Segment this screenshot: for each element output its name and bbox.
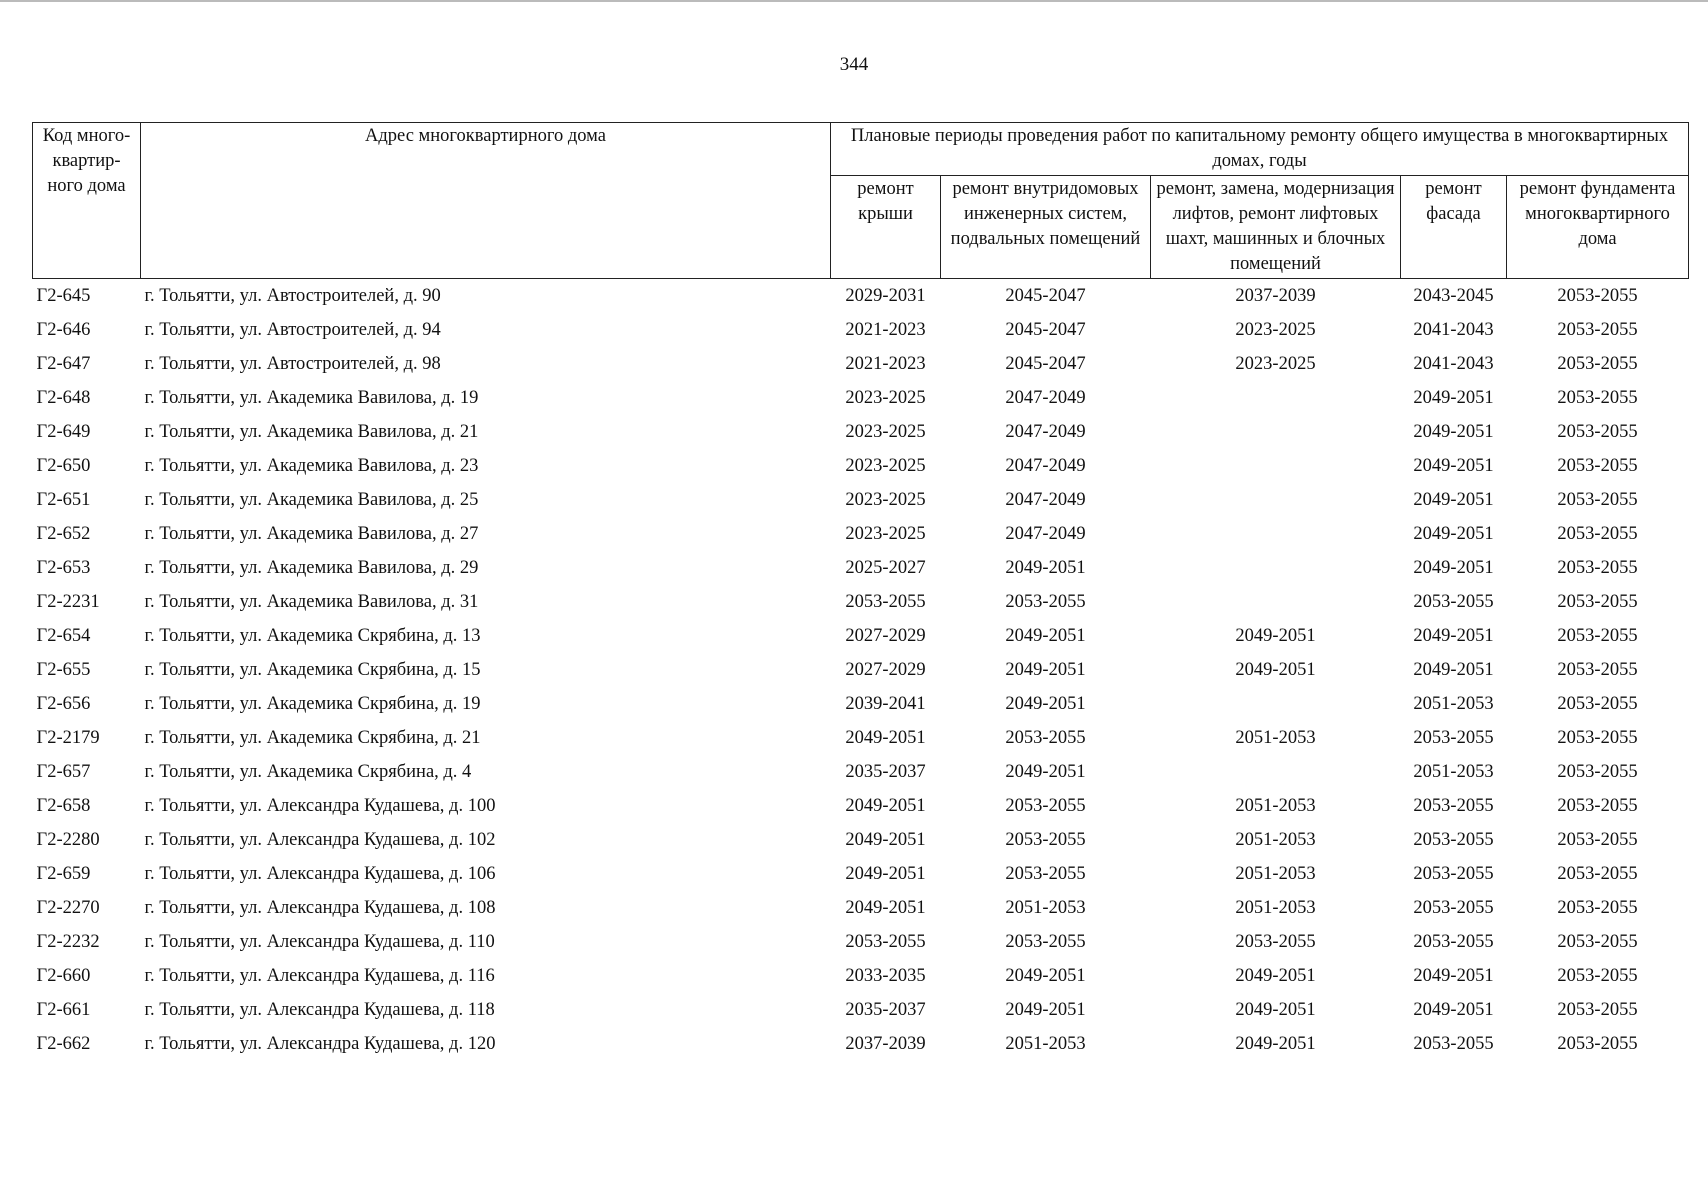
header-facade: ремонт фасада [1401,176,1507,279]
scan-edge-line [0,0,1708,2]
cell-code: Г2-656 [36,694,91,714]
cell-lifts [1151,687,1401,721]
cell-roof: 2053-2055 [845,592,926,612]
table-row [33,653,1689,687]
cell-address: г. Тольятти, ул. Александра Кудашева, д. 118 [144,1000,495,1020]
cell-engineering: 2045-2047 [1005,320,1086,340]
cell-roof: 2025-2027 [845,558,926,578]
table-row [33,1027,1689,1061]
cell-engineering: 2049-2051 [1005,626,1086,646]
cell-code: Г2-661 [36,1000,91,1020]
cell-lifts: 2049-2051 [1235,1000,1316,1020]
cell-facade: 2049-2051 [1413,1000,1494,1020]
cell-foundation: 2053-2055 [1557,354,1638,374]
cell-code: Г2-652 [36,524,91,544]
cell-code: Г2-658 [36,796,91,816]
cell-roof: 2027-2029 [845,660,926,680]
cell-code: Г2-649 [36,422,91,442]
cell-lifts [1151,551,1401,585]
cell-foundation: 2053-2055 [1557,524,1638,544]
cell-engineering: 2053-2055 [1005,830,1086,850]
cell-engineering: 2053-2055 [1005,932,1086,952]
cell-foundation: 2053-2055 [1557,898,1638,918]
cell-facade: 2053-2055 [1413,898,1494,918]
table-row [33,313,1689,347]
cell-lifts [1151,755,1401,789]
cell-engineering: 2049-2051 [1005,762,1086,782]
cell-foundation: 2053-2055 [1557,932,1638,952]
header-periods-group: Плановые периоды проведения работ по капитальному ремонту общего имущества в многоквартирных домах, годы [831,123,1689,176]
cell-code: Г2-2231 [36,592,100,612]
cell-foundation: 2053-2055 [1557,286,1638,306]
cell-facade: 2049-2051 [1413,558,1494,578]
cell-lifts: 2049-2051 [1235,660,1316,680]
cell-address: г. Тольятти, ул. Академика Вавилова, д. 19 [144,388,479,408]
cell-roof: 2053-2055 [845,932,926,952]
repair-schedule-table [32,122,1689,1061]
cell-foundation: 2053-2055 [1557,1034,1638,1054]
table-row [33,823,1689,857]
cell-lifts: 2051-2053 [1235,898,1316,918]
cell-foundation: 2053-2055 [1557,796,1638,816]
cell-lifts [1151,415,1401,449]
cell-address: г. Тольятти, ул. Академика Скрябина, д. 4 [144,762,472,782]
cell-engineering: 2047-2049 [1005,456,1086,476]
table-row [33,789,1689,823]
cell-code: Г2-648 [36,388,91,408]
cell-facade: 2049-2051 [1413,490,1494,510]
cell-roof: 2049-2051 [845,898,926,918]
cell-foundation: 2053-2055 [1557,694,1638,714]
cell-lifts: 2037-2039 [1235,286,1316,306]
cell-lifts [1151,517,1401,551]
cell-roof: 2023-2025 [845,388,926,408]
cell-engineering: 2049-2051 [1005,1000,1086,1020]
cell-roof: 2037-2039 [845,1034,926,1054]
cell-lifts: 2049-2051 [1235,626,1316,646]
cell-foundation: 2053-2055 [1557,320,1638,340]
cell-roof: 2023-2025 [845,490,926,510]
cell-roof: 2029-2031 [845,286,926,306]
cell-foundation: 2053-2055 [1557,1000,1638,1020]
table-row [33,483,1689,517]
cell-lifts [1151,449,1401,483]
cell-address: г. Тольятти, ул. Академика Вавилова, д. 21 [144,422,479,442]
cell-address: г. Тольятти, ул. Александра Кудашева, д. 106 [144,864,496,884]
cell-facade: 2049-2051 [1413,388,1494,408]
cell-address: г. Тольятти, ул. Академика Вавилова, д. 29 [144,558,479,578]
cell-foundation: 2053-2055 [1557,660,1638,680]
cell-code: Г2-2270 [36,898,100,918]
cell-roof: 2049-2051 [845,830,926,850]
table-row [33,721,1689,755]
cell-foundation: 2053-2055 [1557,762,1638,782]
header-code: Код много-квартир-ного дома [33,123,141,279]
cell-engineering: 2047-2049 [1005,388,1086,408]
cell-engineering: 2053-2055 [1005,796,1086,816]
cell-facade: 2049-2051 [1413,626,1494,646]
table-row [33,857,1689,891]
cell-foundation: 2053-2055 [1557,626,1638,646]
cell-facade: 2053-2055 [1413,830,1494,850]
cell-facade: 2049-2051 [1413,966,1494,986]
cell-roof: 2049-2051 [845,796,926,816]
cell-address: г. Тольятти, ул. Автостроителей, д. 90 [144,286,441,306]
cell-roof: 2049-2051 [845,864,926,884]
cell-facade: 2053-2055 [1413,864,1494,884]
cell-facade: 2049-2051 [1413,422,1494,442]
cell-facade: 2051-2053 [1413,694,1494,714]
cell-code: Г2-646 [36,320,91,340]
cell-engineering: 2047-2049 [1005,422,1086,442]
cell-address: г. Тольятти, ул. Академика Скрябина, д. 15 [144,660,481,680]
cell-foundation: 2053-2055 [1557,388,1638,408]
table-row [33,517,1689,551]
cell-roof: 2027-2029 [845,626,926,646]
table-row [33,891,1689,925]
cell-facade: 2049-2051 [1413,456,1494,476]
cell-roof: 2035-2037 [845,762,926,782]
cell-roof: 2039-2041 [845,694,926,714]
cell-engineering: 2049-2051 [1005,694,1086,714]
cell-engineering: 2045-2047 [1005,354,1086,374]
cell-address: г. Тольятти, ул. Александра Кудашева, д. 100 [144,796,496,816]
cell-address: г. Тольятти, ул. Автостроителей, д. 94 [144,320,441,340]
cell-code: Г2-647 [36,354,91,374]
cell-address: г. Тольятти, ул. Академика Вавилова, д. 23 [144,456,479,476]
cell-code: Г2-662 [36,1034,91,1054]
cell-address: г. Тольятти, ул. Академика Скрябина, д. 13 [144,626,481,646]
cell-facade: 2053-2055 [1413,1034,1494,1054]
cell-lifts: 2023-2025 [1235,354,1316,374]
cell-facade: 2053-2055 [1413,592,1494,612]
cell-engineering: 2049-2051 [1005,966,1086,986]
cell-foundation: 2053-2055 [1557,456,1638,476]
cell-facade: 2053-2055 [1413,728,1494,748]
cell-address: г. Тольятти, ул. Автостроителей, д. 98 [144,354,441,374]
table-row [33,449,1689,483]
cell-engineering: 2051-2053 [1005,898,1086,918]
cell-lifts: 2053-2055 [1235,932,1316,952]
cell-address: г. Тольятти, ул. Александра Кудашева, д. 108 [144,898,496,918]
cell-address: г. Тольятти, ул. Академика Вавилова, д. 31 [144,592,479,612]
cell-engineering: 2045-2047 [1005,286,1086,306]
cell-code: Г2-2232 [36,932,100,952]
cell-engineering: 2049-2051 [1005,558,1086,578]
cell-address: г. Тольятти, ул. Александра Кудашева, д. 116 [144,966,495,986]
cell-address: г. Тольятти, ул. Александра Кудашева, д. 120 [144,1034,496,1054]
cell-roof: 2035-2037 [845,1000,926,1020]
cell-facade: 2049-2051 [1413,524,1494,544]
table-row [33,959,1689,993]
cell-code: Г2-650 [36,456,91,476]
cell-lifts: 2051-2053 [1235,728,1316,748]
cell-engineering: 2053-2055 [1005,864,1086,884]
cell-facade: 2041-2043 [1413,354,1494,374]
cell-engineering: 2053-2055 [1005,592,1086,612]
cell-lifts [1151,483,1401,517]
cell-roof: 2021-2023 [845,320,926,340]
cell-facade: 2041-2043 [1413,320,1494,340]
cell-foundation: 2053-2055 [1557,592,1638,612]
cell-lifts: 2049-2051 [1235,1034,1316,1054]
cell-address: г. Тольятти, ул. Академика Вавилова, д. 27 [144,524,479,544]
cell-roof: 2021-2023 [845,354,926,374]
cell-engineering: 2049-2051 [1005,660,1086,680]
cell-code: Г2-655 [36,660,91,680]
table-row [33,279,1689,314]
cell-facade: 2043-2045 [1413,286,1494,306]
table-row [33,585,1689,619]
cell-facade: 2053-2055 [1413,796,1494,816]
cell-code: Г2-645 [36,286,91,306]
cell-code: Г2-659 [36,864,91,884]
header-engineering: ремонт внутридомовых инженерных систем, подвальных помещений [941,176,1151,279]
cell-address: г. Тольятти, ул. Академика Скрябина, д. 19 [144,694,481,714]
cell-roof: 2033-2035 [845,966,926,986]
header-address: Адрес многоквартирного дома [141,123,831,279]
cell-engineering: 2047-2049 [1005,490,1086,510]
table-body [33,279,1689,1062]
cell-address: г. Тольятти, ул. Александра Кудашева, д. 102 [144,830,496,850]
cell-lifts: 2051-2053 [1235,796,1316,816]
cell-engineering: 2047-2049 [1005,524,1086,544]
cell-code: Г2-654 [36,626,91,646]
cell-foundation: 2053-2055 [1557,966,1638,986]
cell-code: Г2-657 [36,762,91,782]
cell-address: г. Тольятти, ул. Академика Вавилова, д. 25 [144,490,479,510]
cell-facade: 2049-2051 [1413,660,1494,680]
table-row [33,381,1689,415]
cell-foundation: 2053-2055 [1557,490,1638,510]
cell-roof: 2023-2025 [845,422,926,442]
cell-facade: 2051-2053 [1413,762,1494,782]
header-lifts: ремонт, замена, модернизация лифтов, ремонт лифтовых шахт, машинных и блочных помещений [1151,176,1401,279]
table-row [33,687,1689,721]
cell-address: г. Тольятти, ул. Александра Кудашева, д. 110 [144,932,495,952]
cell-roof: 2049-2051 [845,728,926,748]
cell-code: Г2-660 [36,966,91,986]
header-roof: ремонт крыши [831,176,941,279]
cell-code: Г2-2280 [36,830,100,850]
cell-foundation: 2053-2055 [1557,558,1638,578]
cell-address: г. Тольятти, ул. Академика Скрябина, д. 21 [144,728,481,748]
cell-lifts: 2051-2053 [1235,830,1316,850]
cell-lifts [1151,381,1401,415]
cell-foundation: 2053-2055 [1557,830,1638,850]
table-row [33,925,1689,959]
cell-foundation: 2053-2055 [1557,422,1638,442]
cell-code: Г2-653 [36,558,91,578]
cell-roof: 2023-2025 [845,524,926,544]
table-row [33,993,1689,1027]
cell-lifts [1151,585,1401,619]
cell-facade: 2053-2055 [1413,932,1494,952]
header-foundation: ремонт фундамента многоквартирного дома [1507,176,1689,279]
cell-lifts: 2051-2053 [1235,864,1316,884]
table-row [33,619,1689,653]
table-row [33,755,1689,789]
cell-code: Г2-651 [36,490,91,510]
cell-roof: 2023-2025 [845,456,926,476]
cell-foundation: 2053-2055 [1557,864,1638,884]
cell-engineering: 2053-2055 [1005,728,1086,748]
page-number: 344 [839,54,869,75]
cell-lifts: 2049-2051 [1235,966,1316,986]
cell-lifts: 2023-2025 [1235,320,1316,340]
cell-engineering: 2051-2053 [1005,1034,1086,1054]
table-row [33,347,1689,381]
cell-foundation: 2053-2055 [1557,728,1638,748]
table-row [33,551,1689,585]
cell-code: Г2-2179 [36,728,100,748]
table-row [33,415,1689,449]
